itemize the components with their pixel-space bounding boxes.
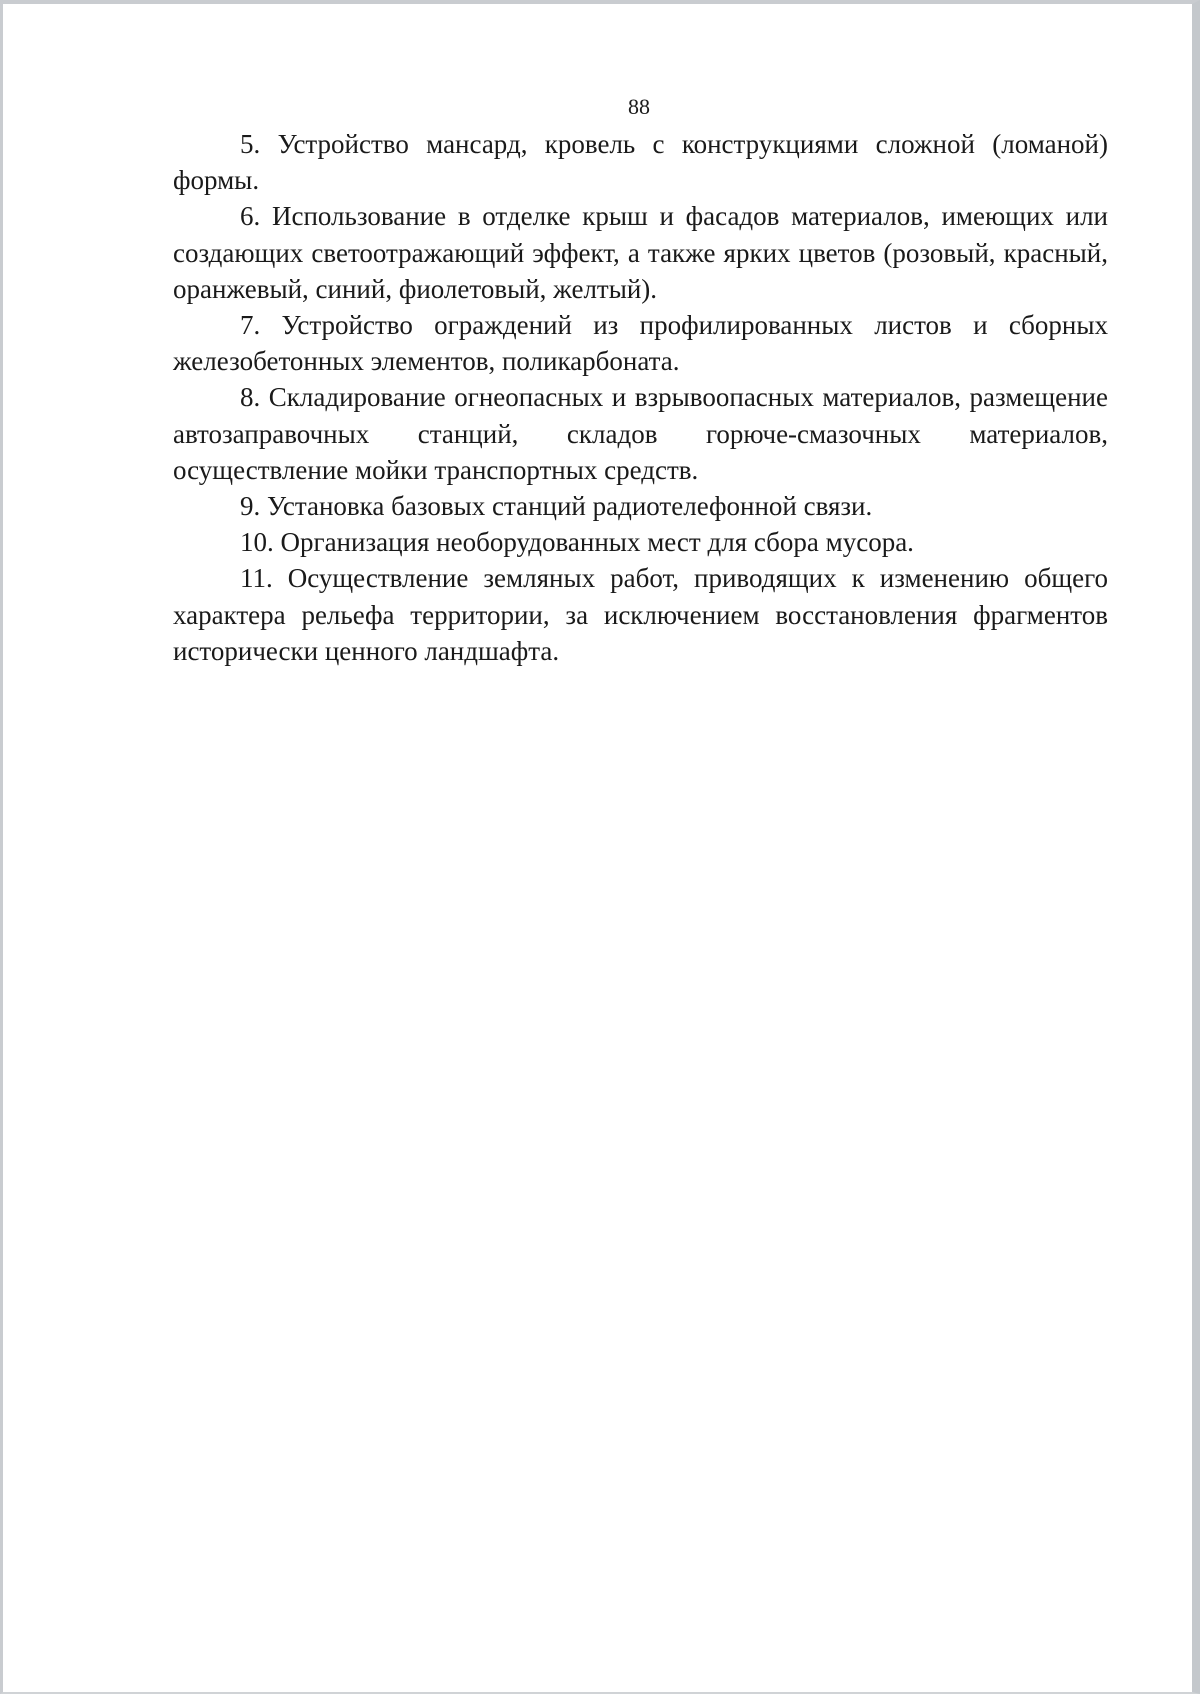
page-number: 88: [628, 94, 650, 119]
list-item: 10. Организация необорудованных мест для сбора мусора.: [240, 527, 914, 558]
list-item: 7. Устройство ограждений из профилированных листов и сборных железобетонных элементов, поликарбоната.: [173, 310, 1108, 377]
page-body: [173, 126, 1108, 669]
list-item: 11. Осуществление земляных работ, приводящих к изменению общего характера рельефа территории, за исключением восстановления фрагментов исторически ценного ландшафта.: [173, 563, 1108, 666]
list-item: 6. Использование в отделке крыш и фасадов материалов, имеющих или создающих светоотражающий эффект, а также ярких цветов (розовый, красный, оранжевый, синий, фиолетовый, желтый).: [173, 201, 1108, 304]
list-item: 9. Установка базовых станций радиотелефонной связи.: [240, 491, 873, 522]
list-item: 5. Устройство мансард, кровель с конструкциями сложной (ломаной) формы.: [173, 129, 1108, 196]
list-item: 8. Складирование огнеопасных и взрывоопасных материалов, размещение автозаправочных станций, складов горюче-смазочных материалов, осуществление мойки транспортных средств.: [173, 382, 1108, 485]
